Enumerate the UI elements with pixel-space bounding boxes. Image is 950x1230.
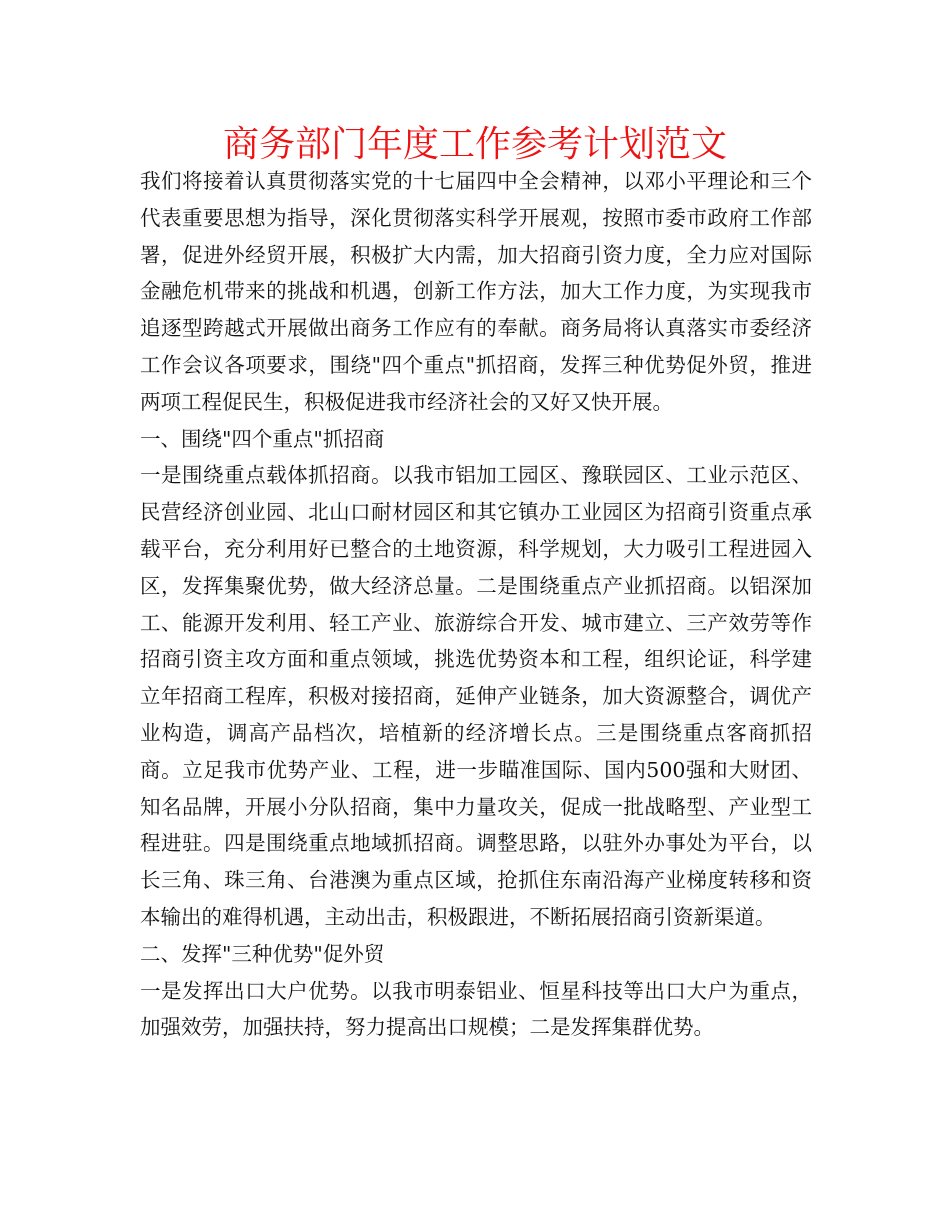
section-heading-1: 一、围绕"四个重点"抓招商 (140, 426, 385, 451)
intro-paragraph: 我们将接着认真贯彻落实党的十七届四中全会精神，以邓小平理论和三个代表重要思想为指导，深化贯彻落实科学开展观，按照市委市政府工作部署，促进外经贸开展，积极扩大内需，加大招商引资力度，全力应对国际金融危机带来的挑战和机遇，创新工作方法，加大工作力度，为实现我市追逐型跨越式开展做出商务工作应有的奉献。商务局将认真落实市委经济工作会议各项要求，围绕"四个重点"抓招商，发挥三种优势促外贸，推进两项工程促民生，积极促进我市经济社会的又好又快开展。 (140, 169, 812, 414)
section-1-paragraph: 一是围绕重点载体抓招商。以我市铝加工园区、豫联园区、工业示范区、民营经济创业园、北山口耐材园区和其它镇办工业园区为招商引资重点承载平台，充分利用好已整合的土地资源，科学规划，大力吸引工程进园入区，发挥集聚优势，做大经济总量。二是围绕重点产业抓招商。以铝深加工、能源开发利用、轻工产业、旅游综合开发、城市建立、三产效劳等作招商引资主攻方面和重点领域，挑选优势资本和工程，组织论证，科学建立年招商工程库，积极对接招商，延伸产业链条，加大资源整合，调优产业构造，调高产品档次，培植新的经济增长点。三是围绕重点客商抓招商。立足我市优势产业、工程，进一步瞄准国际、国内500强和大财团、知名品牌，开展小分队招商，集中力量攻关，促成一批战略型、产业型工程进驻。四是围绕重点地域抓招商。调整思路，以驻外办事处为平台，以长三角、珠三角、台港澳为重点区域，抢抓住东南沿海产业梯度转移和资本输出的难得机遇，主动出击，积极跟进，不断拓展招商引资新渠道。 (140, 463, 812, 929)
section-heading-2: 二、发挥"三种优势"促外贸 (140, 941, 385, 966)
document-title: 商务部门年度工作参考计划范文 (222, 124, 727, 165)
section-2-paragraph: 一是发挥出口大户优势。以我市明泰铝业、恒星科技等出口大户为重点，加强效劳，加强扶持，努力提高出口规模；二是发挥集群优势。 (140, 978, 812, 1040)
document-body (140, 163, 812, 1046)
